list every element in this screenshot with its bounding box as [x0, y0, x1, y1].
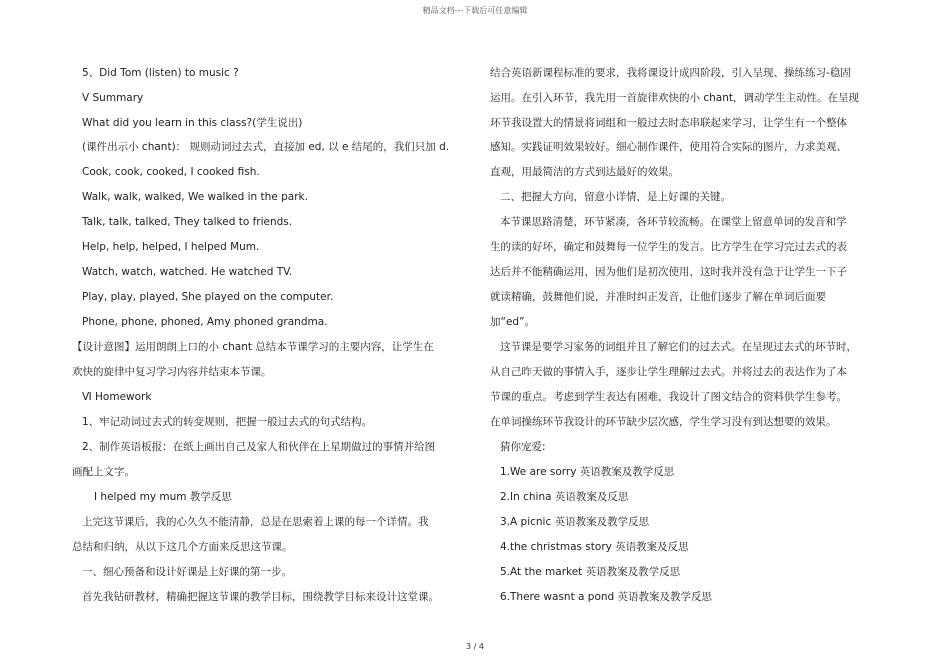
left-text-line: Watch, watch, watched. He watched TV. — [82, 266, 293, 278]
right-text-line: 感知。实践证明效果较好。细心制作课件，使用符合实际的图片，力求美观、 — [490, 141, 847, 153]
right-text-line: 3.A picnic 英语教案及教学反思 — [500, 516, 650, 528]
right-text-line: 本节课思路清楚，环节紧凑，各环节较流畅。在课堂上留意单词的发音和学 — [500, 216, 847, 228]
right-text-line: 5.At the market 英语教案及教学反思 — [500, 566, 681, 578]
left-text-line: 一、细心预备和设计好课是上好课的第一步。 — [82, 566, 292, 578]
left-text-line: Ⅴ Summary — [82, 92, 144, 104]
left-text-line: 总结和归纳，从以下这几个方面来反思这节课。 — [72, 541, 293, 553]
left-text-line: 【设计意图】运用朗朗上口的小 chant 总结本节课学习的主要内容，让学生在 — [72, 341, 434, 353]
left-text-line: 欢快的旋律中复习学习内容并结束本节课。 — [72, 366, 272, 378]
page-number: 3 / 4 — [466, 642, 484, 651]
right-text-line: 就读精确，鼓舞他们说，并准时纠正发音，让他们逐步了解在单词后面要 — [490, 291, 826, 303]
right-text-line: 2.In china 英语教案及反思 — [500, 491, 629, 503]
left-text-line: Talk, talk, talked, They talked to friends. — [82, 216, 293, 228]
right-text-line: 节课的重点。考虑到学生表达有困难，我设计了图文结合的资料供学生参考。 — [490, 391, 847, 403]
right-text-line: 在单词操练环节我设计的环节缺少层次感，学生学习没有到达想要的效果。 — [490, 416, 837, 428]
right-text-line: 达后并不能精确运用，因为他们是初次使用，这时我并没有急于让学生一下子 — [490, 266, 847, 278]
left-text-line: 5、Did Tom (listen) to music ? — [82, 67, 239, 79]
left-text-line: 1、牢记动词过去式的转变规则，把握一般过去式的句式结构。 — [82, 416, 373, 428]
left-text-line: 首先我钻研教材，精确把握这节课的教学目标，围绕教学目标来设计这堂课。 — [82, 591, 439, 603]
left-text-line: Walk, walk, walked, We walked in the park. — [82, 191, 308, 203]
right-text-line: 二、把握大方向，留意小详情，是上好课的关键。 — [500, 191, 731, 203]
left-text-line: 2、制作英语板报：在纸上画出自己及家人和伙伴在上星期做过的事情并给图 — [82, 441, 436, 453]
right-text-line: 1.We are sorry 英语教案及教学反思 — [500, 466, 675, 478]
right-text-line: 运用。在引入环节，我先用一首旋律欢快的小 chant，调动学生主动性。在呈现 — [490, 92, 859, 104]
right-text-line: 从自己昨天做的事情入手，逐步让学生理解过去式。并将过去的表达作为了本 — [490, 366, 847, 378]
right-text-line: 这节课是要学习家务的词组并且了解它们的过去式。在呈现过去式的环节时， — [500, 341, 857, 353]
left-text-line: 上完这节课后，我的心久久不能清静，总是在思索着上课的每一个详情。我 — [82, 516, 429, 528]
left-text-line: Help, help, helped, I helped Mum. — [82, 241, 260, 253]
right-text-line: 环节我设置大的情景将词组和一般过去时态串联起来学习，让学生有一个整体 — [490, 117, 847, 129]
left-text-line: Ⅵ Homework — [82, 391, 152, 403]
right-text-line: 猜你宠爱: — [500, 441, 546, 453]
left-text-line: 画配上文字。 — [72, 466, 135, 478]
right-text-line: 直观，用最简洁的方式到达最好的效果。 — [490, 166, 679, 178]
right-text-line: 4.the christmas story 英语教案及反思 — [500, 541, 689, 553]
page-header: 精品文档---下载后可任意编辑 — [422, 6, 528, 15]
left-text-line: Play, play, played, She played on the computer. — [82, 291, 334, 303]
right-text-line: 结合英语新课程标准的要求，我将课设计成四阶段，引入呈现、操练练习-稳固 — [490, 67, 851, 79]
left-text-line: (课件出示小 chant)： 规则动词过去式，直接加 ed, 以 e 结尾的，我们只加 d. — [82, 141, 450, 153]
right-text-line: 生的读的好坏，确定和鼓舞每一位学生的发言。比方学生在学习完过去式的表 — [490, 241, 847, 253]
left-text-line: What did you learn in this class?(学生说出) — [82, 117, 303, 129]
left-text-line: Phone, phone, phoned, Amy phoned grandma. — [82, 316, 328, 328]
left-text-line: I helped my mum 教学反思 — [94, 491, 232, 503]
left-text-line: Cook, cook, cooked, I cooked fish. — [82, 166, 260, 178]
right-text-line: 加“ed”。 — [490, 316, 536, 328]
right-text-line: 6.There wasnt a pond 英语教案及教学反思 — [500, 591, 713, 603]
